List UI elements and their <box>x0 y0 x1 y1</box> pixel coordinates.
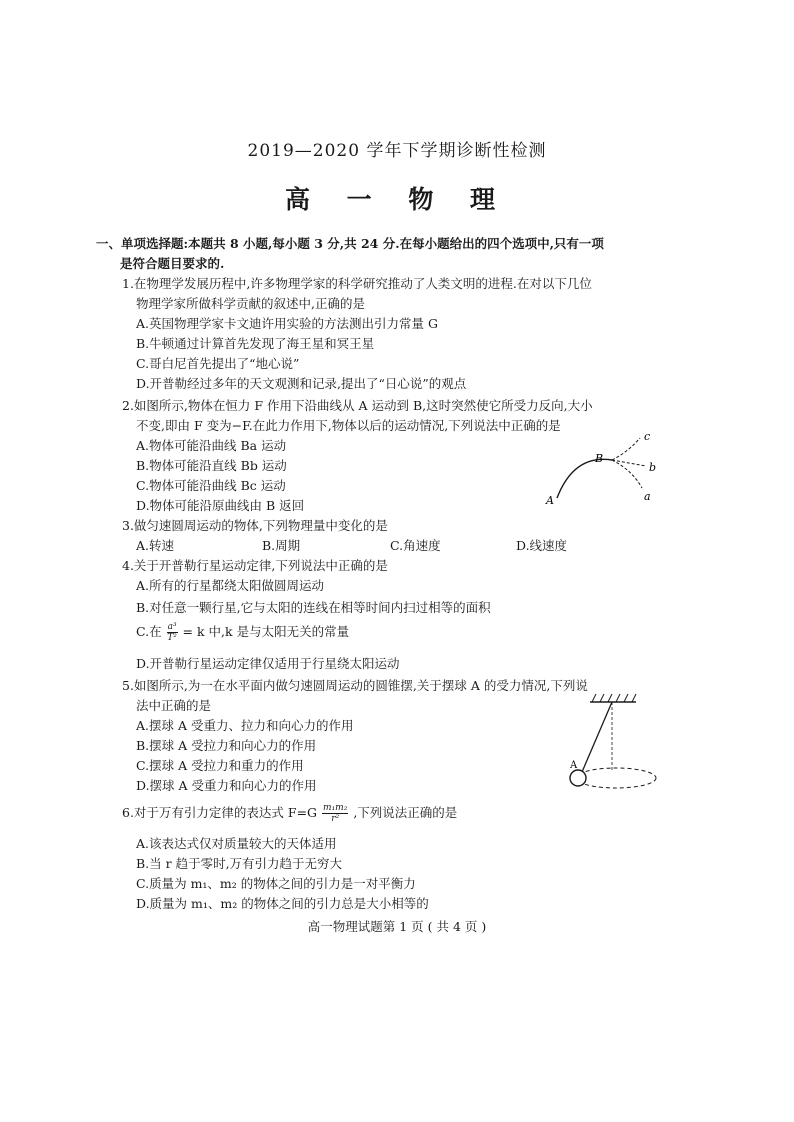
q2-label-b: b <box>649 461 657 474</box>
q4-fraction-den: T² <box>167 633 177 643</box>
q3-option-b: B.周期 <box>262 538 301 553</box>
q4-option-b: B.对任意一颗行星,它与太阳的连线在相等时间内扫过相等的面积 <box>136 600 491 615</box>
q4-option-a: A.所有的行星都绕太阳做圆周运动 <box>136 578 325 593</box>
q1-option-b: B.牛顿通过计算首先发现了海王星和冥王星 <box>136 336 375 351</box>
q3-option-a: A.转速 <box>136 538 175 553</box>
q2-label-a: a <box>644 490 651 503</box>
q4-option-c-suffix: = k 中,k 是与太阳无关的常量 <box>182 624 350 639</box>
q2-option-c: C.物体可能沿曲线 Bc 运动 <box>136 478 286 493</box>
q6-option-d: D.质量为 m₁、m₂ 的物体之间的引力总是大小相等的 <box>136 896 429 911</box>
q2-option-b: B.物体可能沿直线 Bb 运动 <box>136 458 287 473</box>
q4-fraction-num: a³ <box>167 622 177 632</box>
q2-curve-ab <box>557 459 612 498</box>
q6-option-a: A.该表达式仅对质量较大的天体适用 <box>136 836 337 851</box>
page-footer: 高一物理试题第 1 页 ( 共 4 页 ) <box>307 919 487 934</box>
q6-fraction <box>322 803 348 824</box>
q1-stem-line1: 1.在物理学发展历程中,许多物理学家的科学研究推动了人类文明的进程.在对以下几位 <box>122 276 592 291</box>
q5-figure-conical-pendulum <box>560 690 664 796</box>
q2-stem-line1: 2.如图所示,物体在恒力 F 作用下沿曲线从 A 运动到 B,这时突然使它所受力反向,大小 <box>122 398 593 413</box>
q3-option-d: D.线速度 <box>516 538 568 553</box>
q6-fraction-den: r² <box>331 814 340 824</box>
q5-option-d: D.摆球 A 受重力和向心力的作用 <box>136 778 317 793</box>
q2-option-d: D.物体可能沿原曲线由 B 返回 <box>136 498 305 513</box>
q4-fraction <box>167 622 178 643</box>
q6-stem <box>122 803 457 824</box>
q1-option-d: D.开普勒经过多年的天文观测和记录,提出了“日心说”的观点 <box>136 376 467 391</box>
q2-curve-bc <box>612 438 640 460</box>
q6-option-c: C.质量为 m₁、m₂ 的物体之间的引力是一对平衡力 <box>136 876 416 891</box>
q5-ceiling-hatch <box>592 694 636 702</box>
section-heading <box>96 234 604 274</box>
q6-stem-suffix: ,下列说法正确的是 <box>353 805 458 820</box>
q5-option-b: B.摆球 A 受拉力和向心力的作用 <box>136 738 317 753</box>
q6-fraction-num: m₁m₂ <box>323 803 348 813</box>
q5-label-a: A <box>570 760 578 771</box>
q1-option-c: C.哥白尼首先提出了“地心说” <box>136 356 300 371</box>
q5-option-a: A.摆球 A 受重力、拉力和向心力的作用 <box>136 718 354 733</box>
q3-stem: 3.做匀速圆周运动的物体,下列物理量中变化的是 <box>122 518 388 533</box>
q4-option-d: D.开普勒行星运动定律仅适用于行星绕太阳运动 <box>136 656 400 671</box>
q2-label-point-b: B <box>595 452 604 465</box>
q6-option-b: B.当 r 趋于零时,万有引力趋于无穷大 <box>136 856 343 871</box>
q3-option-c: C.角速度 <box>390 538 441 553</box>
q2-figure-curve <box>540 426 670 512</box>
q2-stem-line2: 不变,即由 F 变为−F.在此力作用下,物体以后的运动情况,下列说法中正确的是 <box>136 418 561 433</box>
q5-string <box>582 702 612 772</box>
q4-option-c-prefix: C.在 <box>136 624 162 639</box>
subject-title: 高 一 物 理 <box>284 185 510 214</box>
q6-stem-prefix: 6.对于万有引力定律的表达式 F=G <box>122 805 318 820</box>
q4-option-c <box>136 622 349 643</box>
q2-option-a: A.物体可能沿曲线 Ba 运动 <box>136 438 287 453</box>
exam-title: 2019—2020 学年下学期诊断性检测 <box>247 141 547 161</box>
q5-orbit <box>576 768 656 788</box>
section-heading-line2: 是符合题目要求的. <box>120 256 225 271</box>
q5-option-c: C.摆球 A 受拉力和重力的作用 <box>136 758 304 773</box>
q1-stem-line2: 物理学家所做科学贡献的叙述中,正确的是 <box>136 296 365 311</box>
q2-label-c: c <box>644 430 651 443</box>
q5-bob <box>570 770 586 786</box>
q5-stem-line2: 法中正确的是 <box>136 698 212 713</box>
section-heading-line1: 一、单项选择题:本题共 8 小题,每小题 3 分,共 24 分.在每小题给出的四个选项中,只有一项 <box>96 236 604 251</box>
q1-option-a: A.英国物理学家卡文迪许用实验的方法测出引力常量 G <box>136 316 438 331</box>
q5-stem-line1: 5.如图所示,为一在水平面内做匀速圆周运动的圆锥摆,关于摆球 A 的受力情况,下列说 <box>122 678 588 693</box>
q2-label-point-a: A <box>546 494 554 507</box>
q4-stem: 4.关于开普勒行星运动定律,下列说法中正确的是 <box>122 558 388 573</box>
